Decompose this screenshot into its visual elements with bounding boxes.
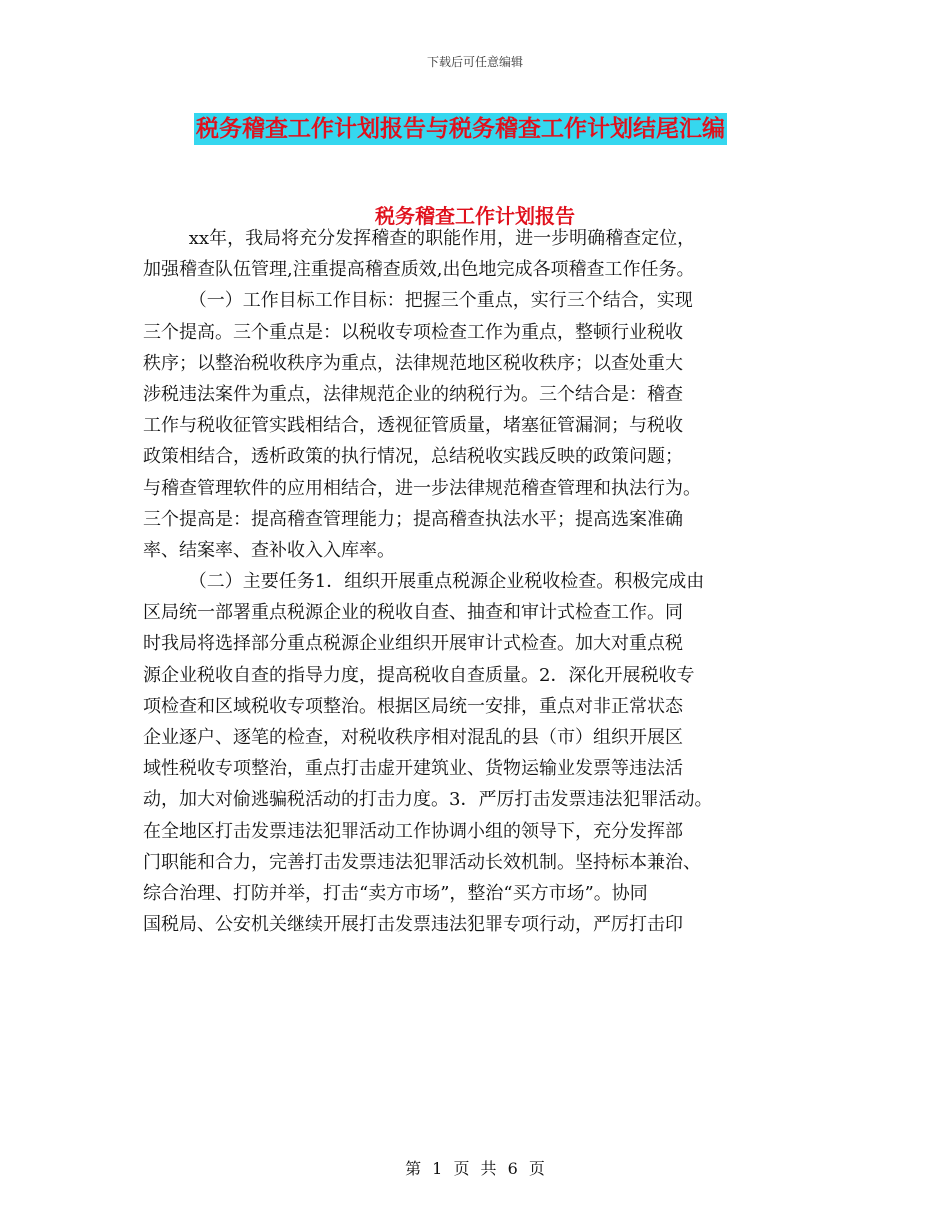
text-line: 率、结案率、查补收入入库率。 (143, 539, 395, 561)
text-line: xx年，我局将充分发挥稽查的职能作用，进一步明确稽查定位， (143, 228, 696, 249)
text-line: 门职能和合力，完善打击发票违法犯罪活动长效机制。坚持标本兼治、 (143, 851, 701, 873)
text-line: 国税局、公安机关继续开展打击发票违法犯罪专项行动，严厉打击印 (143, 914, 683, 936)
page-footer: 第 1 页 共 6 页 (405, 1159, 545, 1178)
text-line: 区局统一部署重点税源企业的税收自查、抽查和审计式检查工作。同 (143, 602, 683, 624)
text-line: 动，加大对偷逃骗税活动的打击力度。3．严厉打击发票违法犯罪活动。 (143, 789, 713, 811)
body-text (143, 223, 823, 940)
text-line: 与稽查管理软件的应用相结合，进一步法律规范稽查管理和执法行为。 (143, 477, 701, 499)
section-title: 税务稽查工作计划报告 (375, 204, 575, 228)
document-title: 税务稽查工作计划报告与税务稽查工作计划结尾汇编 (194, 113, 727, 145)
text-line: （一）工作目标工作目标：把握三个重点，实行三个结合，实现 (143, 290, 693, 312)
text-line: 工作与税收征管实践相结合，透视征管质量，堵塞征管漏洞；与税收 (143, 415, 683, 437)
text-line: 项检查和区域税收专项整治。根据区局统一安排，重点对非正常状态 (143, 695, 683, 717)
text-line: 政策相结合，透析政策的执行情况，总结税收实践反映的政策问题； (143, 446, 683, 468)
text-line: 综合治理、打防并举，打击“卖方市场”，整治“买方市场”。协同 (143, 882, 648, 904)
text-line: 加强稽查队伍管理,注重提高稽查质效,出色地完成各项稽查工作任务。 (143, 259, 695, 281)
text-line: 时我局将选择部分重点税源企业组织开展审计式检查。加大对重点税 (143, 633, 683, 655)
text-line: （二）主要任务1．组织开展重点税源企业税收检查。积极完成由 (143, 571, 705, 593)
text-line: 在全地区打击发票违法犯罪活动工作协调小组的领导下，充分发挥部 (143, 820, 683, 842)
text-line: 涉税违法案件为重点，法律规范企业的纳税行为。三个结合是：稽查 (143, 383, 683, 405)
text-line: 源企业税收自查的指导力度，提高税收自查质量。2．深化开展税收专 (143, 664, 695, 686)
text-line: 企业逐户、逐笔的检查，对税收秩序相对混乱的县（市）组织开展区 (143, 727, 683, 748)
header-note: 下载后可任意编辑 (426, 55, 523, 69)
text-line: 三个提高是：提高稽查管理能力；提高稽查执法水平；提高选案准确 (143, 508, 683, 530)
text-line: 三个提高。三个重点是：以税收专项检查工作为重点，整顿行业税收 (143, 321, 683, 343)
text-line: 域性税收专项整治，重点打击虚开建筑业、货物运输业发票等违法活 (143, 758, 683, 780)
text-line: 秩序；以整治税收秩序为重点，法律规范地区税收秩序；以查处重大 (143, 352, 683, 374)
